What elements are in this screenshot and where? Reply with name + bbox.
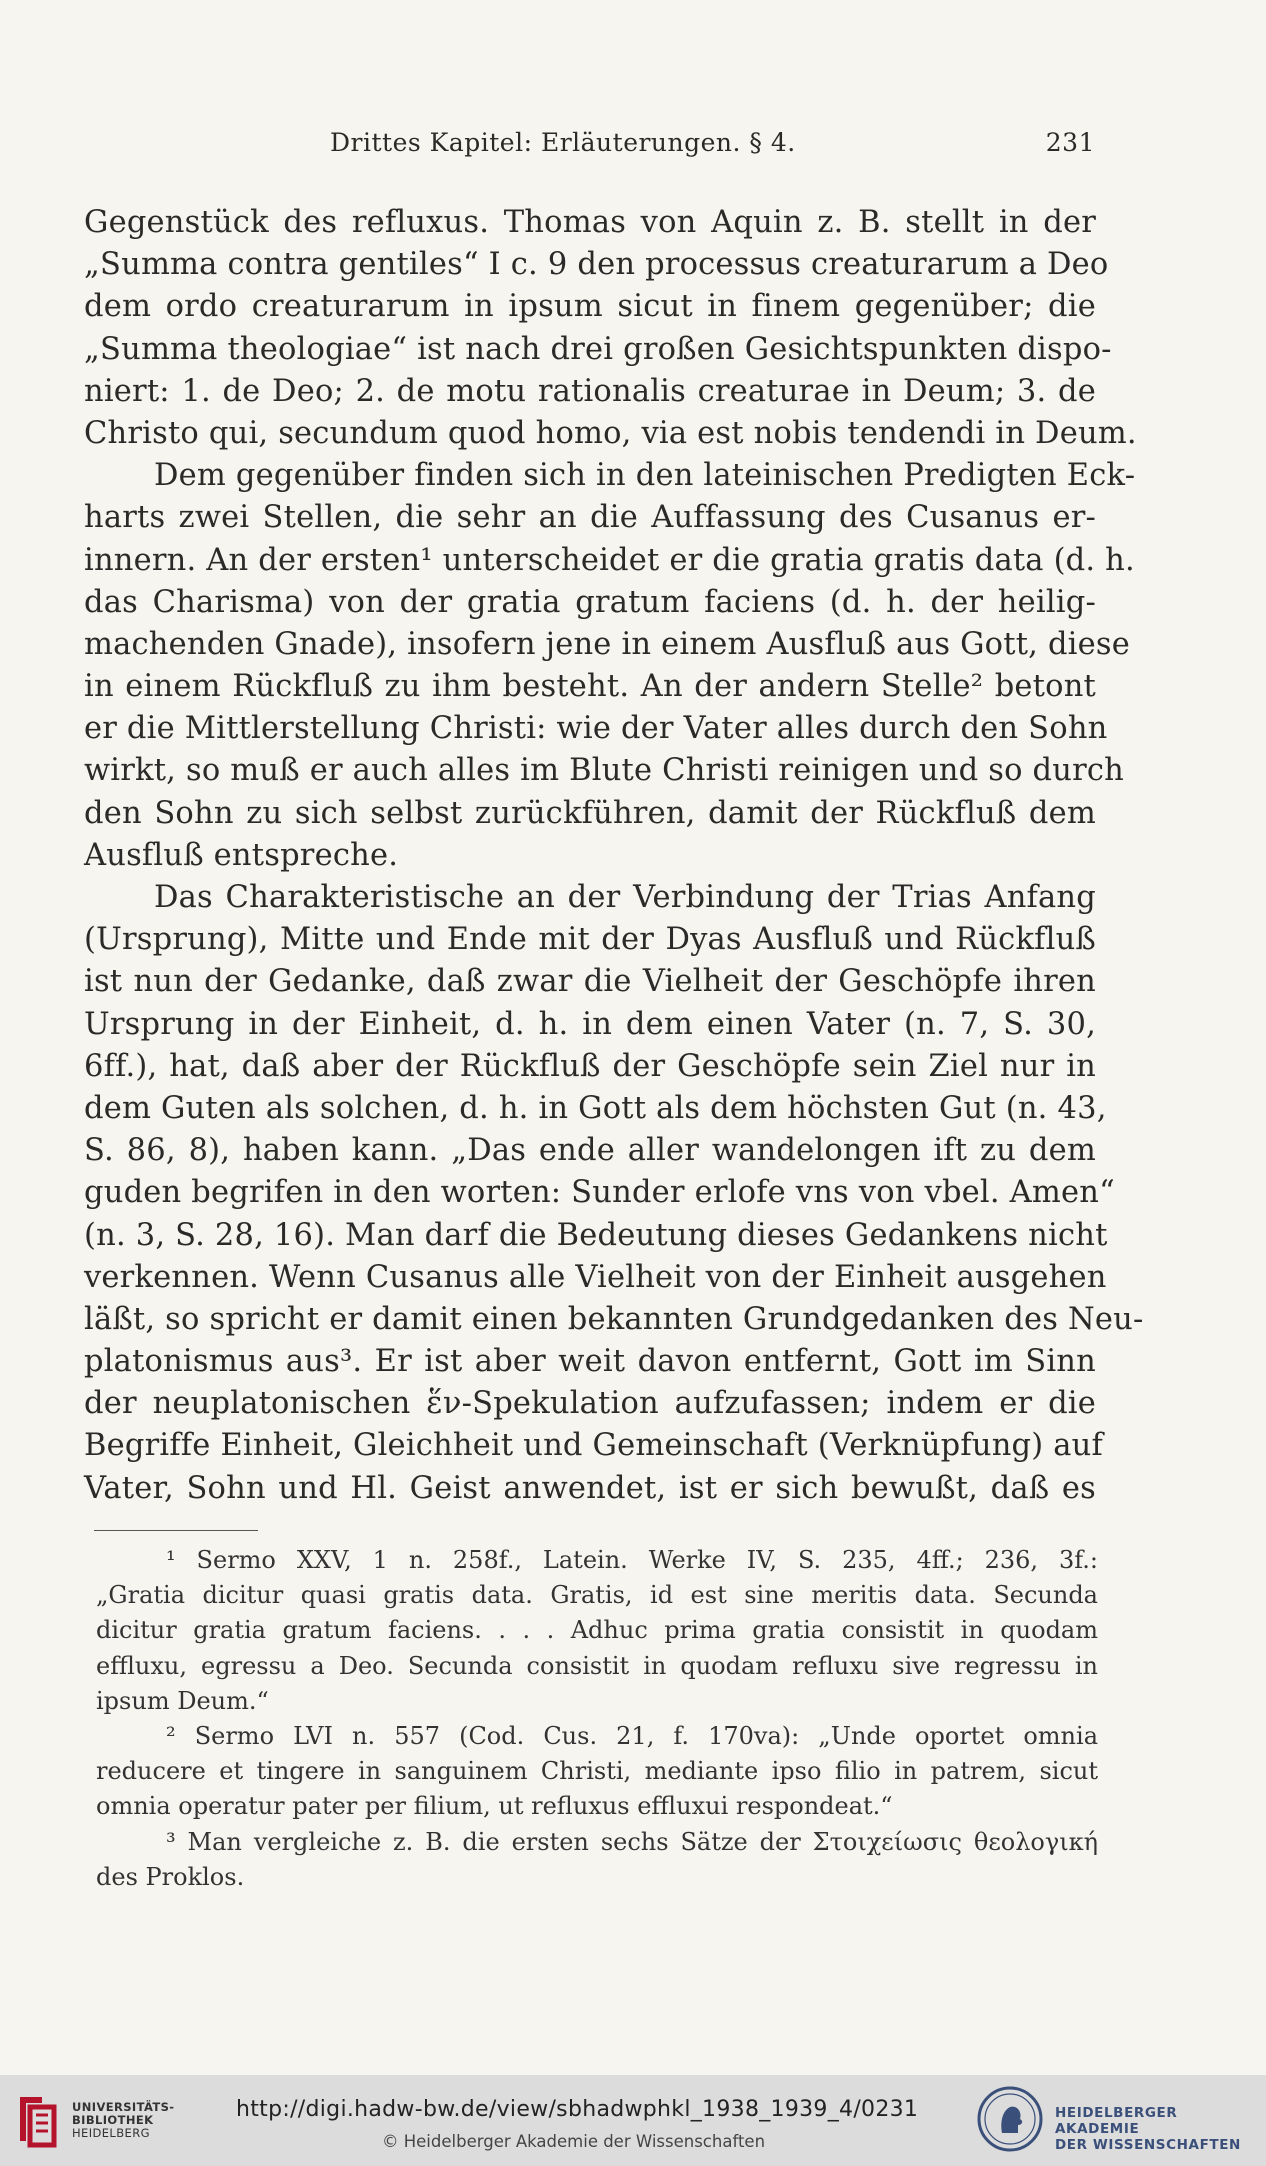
library-line-1: UNIVERSITÄTS- (72, 2100, 175, 2114)
text-line: machenden Gnade), insofern jene in einem Ausfluß aus Gott, diese (84, 626, 1130, 662)
text-line: den Sohn zu sich selbst zurückführen, damit der Rückfluß dem (84, 795, 1096, 831)
footnote-line: ipsum Deum.“ (96, 1686, 269, 1715)
text-line: er die Mittlerstellung Christi: wie der Vater alles durch den Sohn (84, 711, 1108, 747)
footnote-line: ¹ Sermo XXV, 1 n. 258f., Latein. Werke IV, S. 235, 4ff.; 236, 3f.: (166, 1546, 1098, 1574)
text-line: wirkt, so muß er auch alles im Blute Christi reinigen und so durch (84, 753, 1125, 789)
text-line: ist nun der Gedanke, daß zwar die Vielheit der Geschöpfe ihren (84, 964, 1096, 1000)
text-line: guden begrifen in den worten: Sunder erlofe vns von vbel. Amen“ (84, 1175, 1115, 1211)
text-line: innern. An der ersten¹ unterscheidet er die gratia gratis data (d. h. (84, 542, 1135, 578)
text-line: Vater, Sohn und Hl. Geist anwendet, ist er sich bewußt, daß es (84, 1470, 1096, 1506)
text-line: Gegenstück des refluxus. Thomas von Aquin z. B. stellt in der (84, 205, 1096, 240)
text-line: dem ordo creaturarum in ipsum sicut in finem gegenüber; die (84, 289, 1096, 325)
library-line-3: HEIDELBERG (72, 2126, 150, 2140)
text-line: „Summa theologiae“ ist nach drei großen Gesichtspunkten dispo- (84, 331, 1112, 367)
footnote-line: des Proklos. (96, 1862, 245, 1891)
viewer-footer (0, 2075, 1266, 2166)
text-line: 6ff.), hat, daß aber der Rückfluß der Geschöpfe sein Ziel nur in (84, 1048, 1096, 1084)
text-line: Begriffe Einheit, Gleichheit und Gemeinschaft (Verknüpfung) auf (84, 1428, 1103, 1464)
footnote-line: reducere et tingere in sanguinem Christi, mediante ipso filio in patrem, sicut (96, 1757, 1098, 1786)
text-line: dem Guten als solchen, d. h. in Gott als dem höchsten Gut (n. 43, (84, 1090, 1107, 1126)
text-line: (Ursprung), Mitte und Ende mit der Dyas Ausfluß und Rückfluß (84, 922, 1096, 958)
text-line: Ausfluß entspreche. (84, 837, 399, 873)
academy-line-2: DER WISSENSCHAFTEN (1055, 2137, 1241, 2153)
text-line: Ursprung in der Einheit, d. h. in dem einen Vater (n. 7, S. 30, (84, 1006, 1096, 1042)
footnote-divider (94, 1530, 258, 1531)
copyright-notice: © Heidelberger Akademie der Wissenschaften (382, 2132, 766, 2151)
footnote-line: dicitur gratia gratum faciens. . . . Adhuc prima gratia consistit in quodam (96, 1616, 1098, 1645)
page-number: 231 (1045, 128, 1095, 157)
text-line: S. 86, 8), haben kann. „Das ende aller wandelongen ift zu dem (84, 1133, 1096, 1169)
library-line-2: BIBLIOTHEK (72, 2113, 154, 2127)
footnote-line: ³ Man vergleiche z. B. die ersten sechs Sätze der Στοιχείωσις θεολογική (166, 1827, 1098, 1856)
text-line: niert: 1. de Deo; 2. de motu rationalis creaturae in Deum; 3. de (84, 373, 1096, 409)
footnote-line: ² Sermo LVI n. 557 (Cod. Cus. 21, f. 170va): „Unde oportet omnia (166, 1721, 1098, 1750)
university-library-name (72, 2101, 174, 2140)
text-line: der neuplatonischen ἕν-Spekulation aufzufassen; indem er die (84, 1386, 1096, 1422)
university-library-logo-icon (14, 2089, 62, 2149)
text-line: läßt, so spricht er damit einen bekannten Grundgedanken des Neu- (84, 1301, 1144, 1337)
chapter-title: Drittes Kapitel: Erläuterungen. § 4. (330, 128, 796, 157)
footnote-line: „Gratia dicitur quasi gratis data. Gratis, id est sine meritis data. Secunda (96, 1581, 1098, 1610)
academy-line-1: HEIDELBERGER AKADEMIE (1055, 2105, 1178, 2137)
footnotes (96, 1543, 1098, 1895)
document-url-link[interactable]: http://digi.hadw-bw.de/view/sbhadwphkl_1938_1939_4/0231 (236, 2097, 919, 2122)
text-line: harts zwei Stellen, die sehr an die Auffassung des Cusanus er- (84, 500, 1096, 536)
academy-name (1055, 2105, 1266, 2153)
footnote-line: effluxu, egressu a Deo. Secunda consistit in quodam refluxu sive regressu in (96, 1651, 1098, 1680)
text-line: verkennen. Wenn Cusanus alle Vielheit von der Einheit ausgehen (84, 1259, 1107, 1295)
academy-seal-icon (976, 2085, 1044, 2153)
text-line: „Summa contra gentiles“ I c. 9 den processus creaturarum a Deo (84, 247, 1109, 283)
text-line: in einem Rückfluß zu ihm besteht. An der andern Stelle² betont (84, 669, 1096, 705)
text-line: das Charisma) von der gratia gratum faciens (d. h. der heilig- (84, 584, 1096, 620)
text-line: Dem gegenüber finden sich in den lateinischen Predigten Eck- (154, 458, 1136, 494)
text-line: (n. 3, S. 28, 16). Man darf die Bedeutung dieses Gedankens nicht (84, 1217, 1108, 1253)
text-line: platonismus aus³. Er ist aber weit davon entfernt, Gott im Sinn (84, 1344, 1096, 1380)
footnote-line: omnia operatur pater per filium, ut refluxus effluxui respondeat.“ (96, 1792, 893, 1821)
text-line: Christo qui, secundum quod homo, via est nobis tendendi in Deum. (84, 415, 1137, 451)
main-text (84, 202, 1144, 1510)
text-line: Das Charakteristische an der Verbindung der Trias Anfang (154, 880, 1096, 915)
